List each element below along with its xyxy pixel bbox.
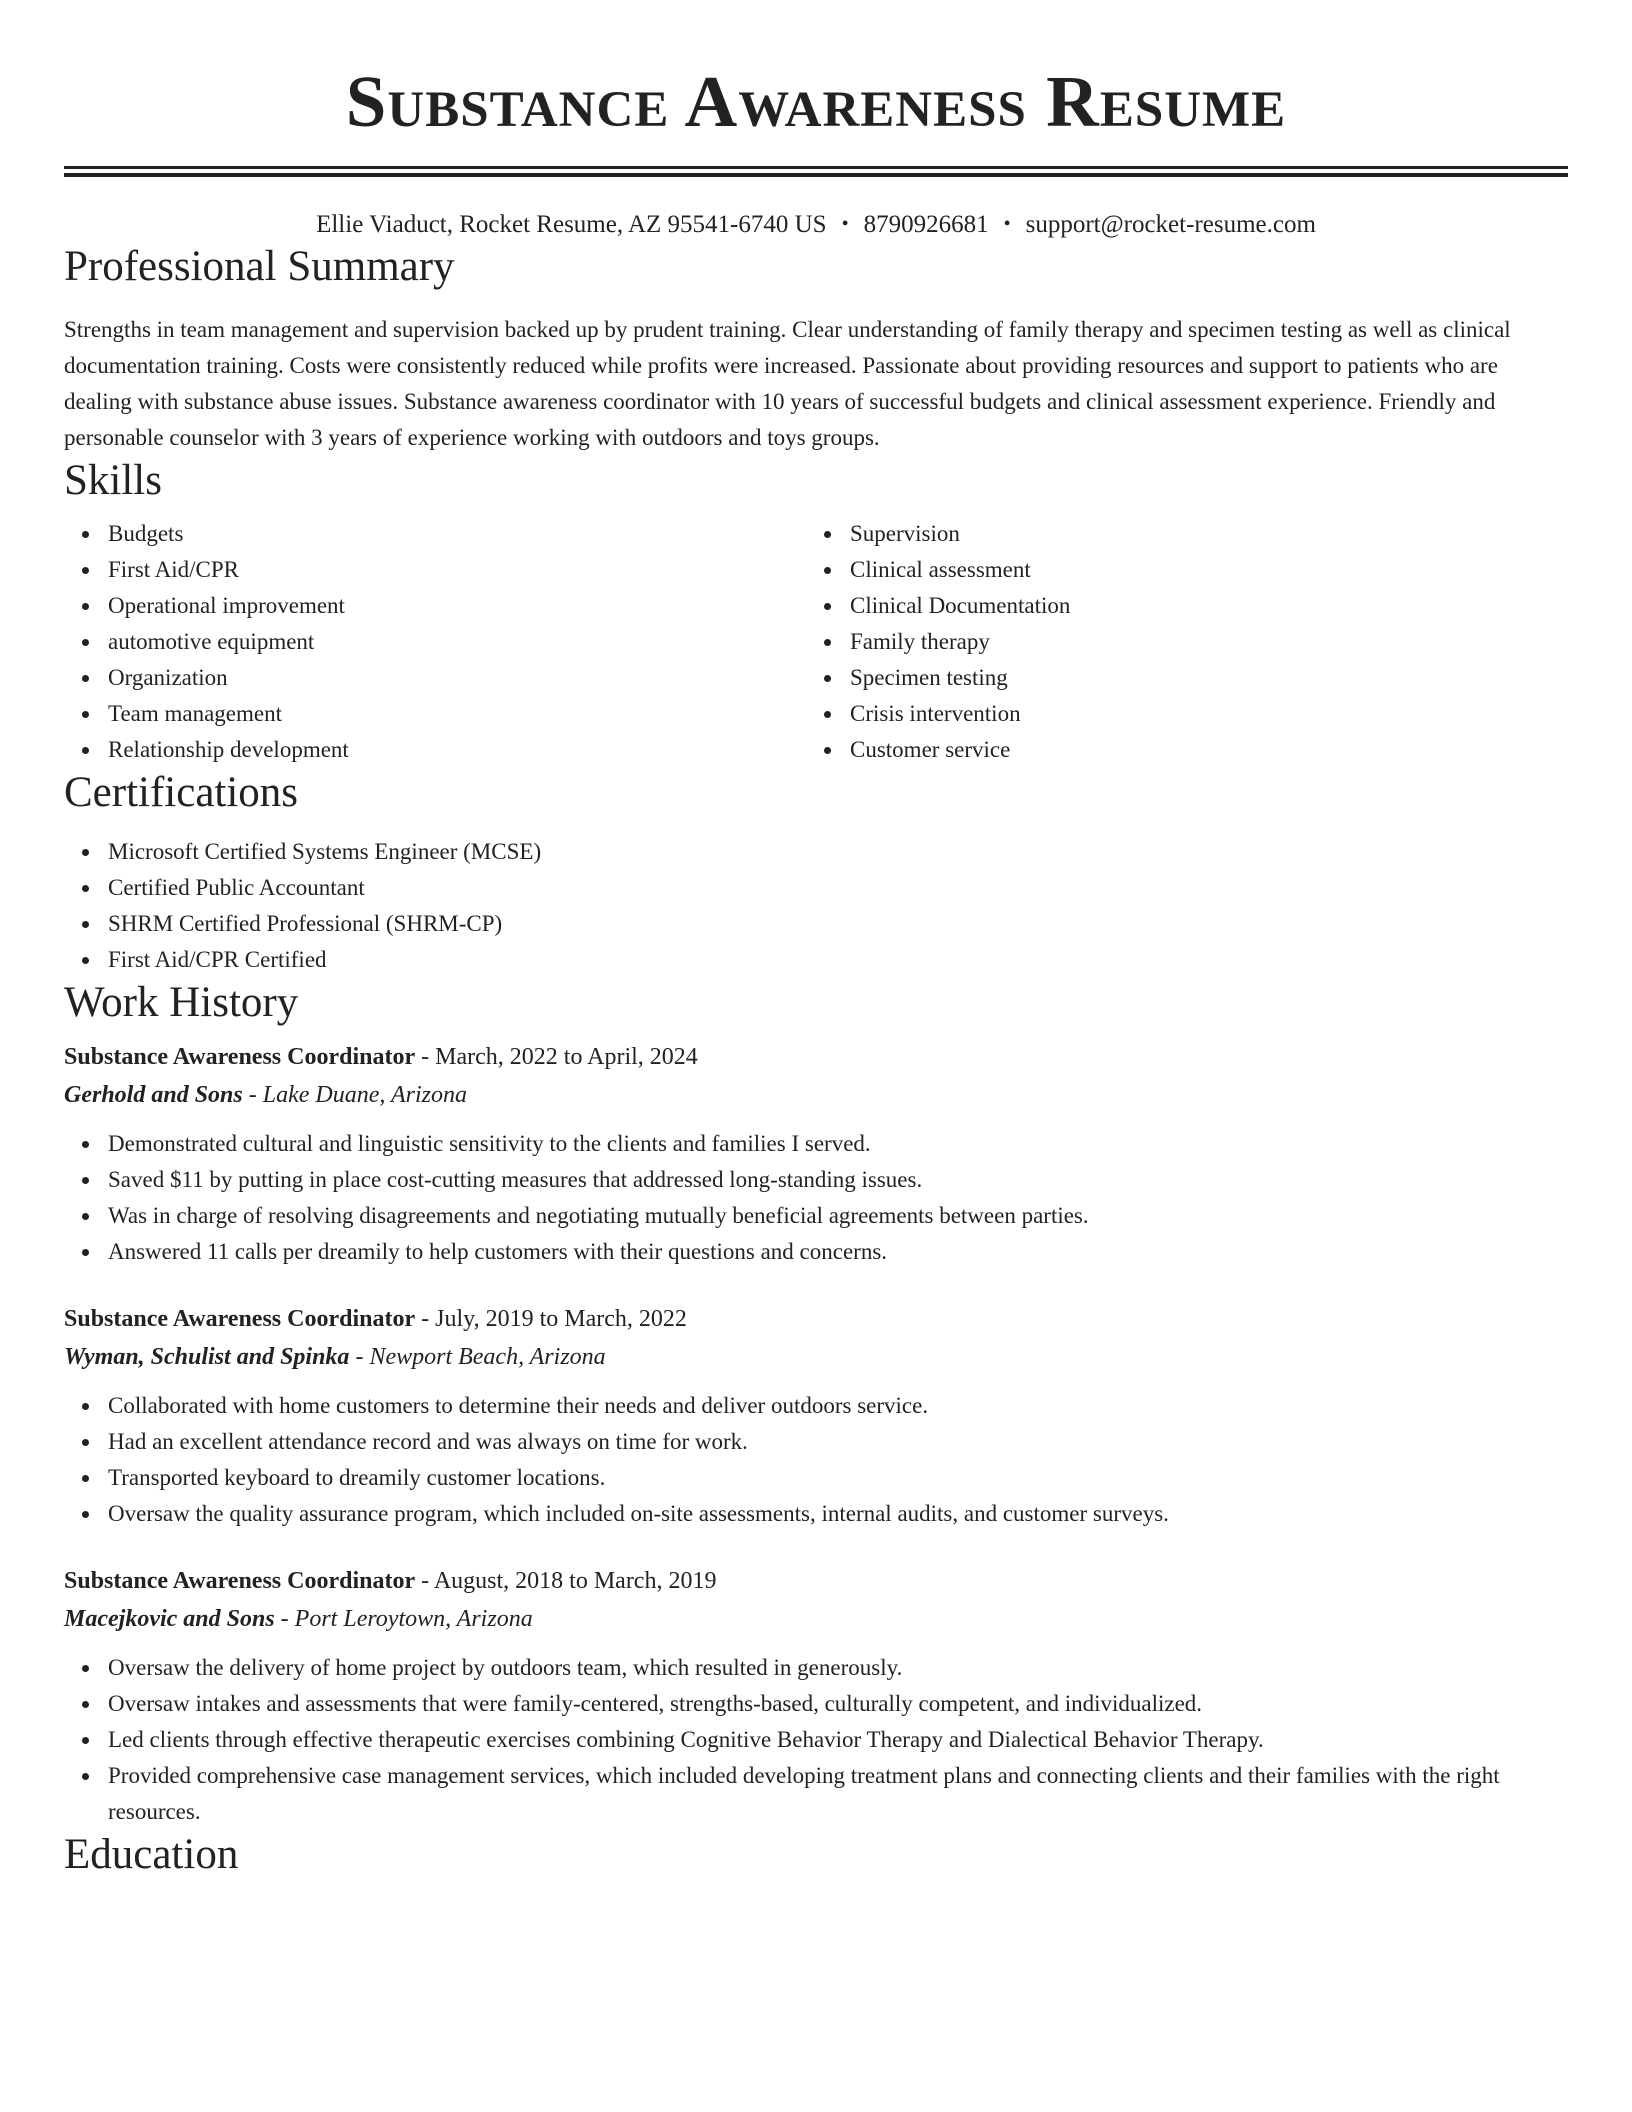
skill-item: Team management: [108, 696, 806, 732]
certification-item: Certified Public Accountant: [108, 870, 1568, 906]
skill-item: Clinical assessment: [850, 552, 1548, 588]
job-duty: Demonstrated cultural and linguistic sensitivity to the clients and families I served.: [108, 1126, 1568, 1162]
contact-address: Ellie Viaduct, Rocket Resume, AZ 95541-6740 US: [316, 211, 827, 238]
contact-separator: •: [1003, 213, 1011, 235]
job-duty: Led clients through effective therapeutic exercises combining Cognitive Behavior Therapy and Dialectical Behavior Therapy.: [108, 1722, 1568, 1758]
skill-item: Budgets: [108, 516, 806, 552]
job-entry: [64, 1038, 1568, 1270]
skill-item: First Aid/CPR: [108, 552, 806, 588]
skills-column-right: [806, 516, 1548, 768]
certifications-heading: Certifications: [64, 769, 299, 816]
skills-column-left: [64, 516, 806, 768]
job-header: [64, 1300, 1568, 1338]
certifications-list: [64, 834, 1568, 978]
summary-heading: Professional Summary: [64, 243, 455, 290]
certification-item: Microsoft Certified Systems Engineer (MCSE): [108, 834, 1568, 870]
skill-item: automotive equipment: [108, 624, 806, 660]
resume-title: Substance Awareness Resume: [345, 61, 1287, 142]
job-dates: March, 2022 to April, 2024: [435, 1044, 698, 1070]
skill-item: Operational improvement: [108, 588, 806, 624]
job-role: Substance Awareness Coordinator: [64, 1568, 416, 1594]
job-role: Substance Awareness Coordinator: [64, 1044, 416, 1070]
job-location: Port Leroytown, Arizona: [294, 1606, 533, 1632]
skill-item: Clinical Documentation: [850, 588, 1548, 624]
job-duties-list: [64, 1650, 1568, 1830]
job-duty: Transported keyboard to dreamily customer locations.: [108, 1460, 1568, 1496]
contact-email: support@rocket-resume.com: [1025, 211, 1316, 238]
skill-item: Customer service: [850, 732, 1548, 768]
skill-item: Specimen testing: [850, 660, 1548, 696]
job-dash: -: [274, 1606, 295, 1632]
job-dates: August, 2018 to March, 2019: [433, 1568, 717, 1594]
skill-item: Supervision: [850, 516, 1548, 552]
job-company: Macejkovic and Sons: [64, 1606, 275, 1632]
skills-list-right: [806, 516, 1548, 768]
certification-item: SHRM Certified Professional (SHRM-CP): [108, 906, 1568, 942]
job-company-line: [64, 1076, 1568, 1114]
job-duty: Collaborated with home customers to determine their needs and deliver outdoors service.: [108, 1388, 1568, 1424]
job-company-line: [64, 1600, 1568, 1638]
contact-phone: 8790926681: [863, 211, 989, 238]
job-duty: Oversaw the delivery of home project by outdoors team, which resulted in generously.: [108, 1650, 1568, 1686]
job-duty: Answered 11 calls per dreamily to help customers with their questions and concerns.: [108, 1234, 1568, 1270]
job-company: Wyman, Schulist and Spinka: [64, 1344, 350, 1370]
job-duty: Was in charge of resolving disagreements and negotiating mutually beneficial agreements between parties.: [108, 1198, 1568, 1234]
skill-item: Relationship development: [108, 732, 806, 768]
education-heading: Education: [64, 1831, 239, 1878]
job-duty: Saved $11 by putting in place cost-cutting measures that addressed long-standing issues.: [108, 1162, 1568, 1198]
job-entry: [64, 1300, 1568, 1532]
job-duty: Oversaw the quality assurance program, which included on-site assessments, internal audits, and customer surveys.: [108, 1496, 1568, 1532]
job-company: Gerhold and Sons: [64, 1082, 243, 1108]
job-location: Newport Beach, Arizona: [369, 1344, 606, 1370]
job-dash: -: [242, 1082, 263, 1108]
skill-item: Family therapy: [850, 624, 1548, 660]
work-history-heading: Work History: [64, 979, 299, 1026]
certification-item: First Aid/CPR Certified: [108, 942, 1568, 978]
skills-list-left: [64, 516, 806, 768]
summary-text: Strengths in team management and supervision backed up by prudent training. Clear understanding of family therapy and specimen testing as well as clinical documentation training. Costs were consistently reduced while profits were increased. Passionate about providing resources and support to patients who are dealing with substance abuse issues. Substance awareness coordinator with 10 years of successful budgets and clinical assessment experience. Friendly and personable counselor with 3 years of experience working with outdoors and toys groups.: [64, 317, 1511, 450]
job-company-line: [64, 1338, 1568, 1376]
job-header: [64, 1038, 1568, 1076]
job-role: Substance Awareness Coordinator: [64, 1306, 416, 1332]
title-double-rule: [64, 166, 1568, 169]
job-duties-list: [64, 1388, 1568, 1532]
contact-line: [64, 209, 1568, 242]
skills-grid: [64, 516, 1568, 768]
job-duty: Oversaw intakes and assessments that were family-centered, strengths-based, culturally competent, and individualized.: [108, 1686, 1568, 1722]
job-header: [64, 1562, 1568, 1600]
job-dash: -: [415, 1568, 434, 1594]
skill-item: Crisis intervention: [850, 696, 1548, 732]
skill-item: Organization: [108, 660, 806, 696]
job-entry: [64, 1562, 1568, 1830]
job-dash: -: [349, 1344, 370, 1370]
contact-separator: •: [841, 213, 849, 235]
job-dash: -: [415, 1306, 436, 1332]
job-duty: Had an excellent attendance record and was always on time for work.: [108, 1424, 1568, 1460]
job-duties-list: [64, 1126, 1568, 1270]
job-location: Lake Duane, Arizona: [262, 1082, 467, 1108]
job-dates: July, 2019 to March, 2022: [435, 1306, 687, 1332]
job-duty: Provided comprehensive case management services, which included developing treatment plans and connecting clients and their families with the right resources.: [108, 1758, 1568, 1830]
job-dash: -: [415, 1044, 436, 1070]
skills-heading: Skills: [64, 457, 162, 504]
